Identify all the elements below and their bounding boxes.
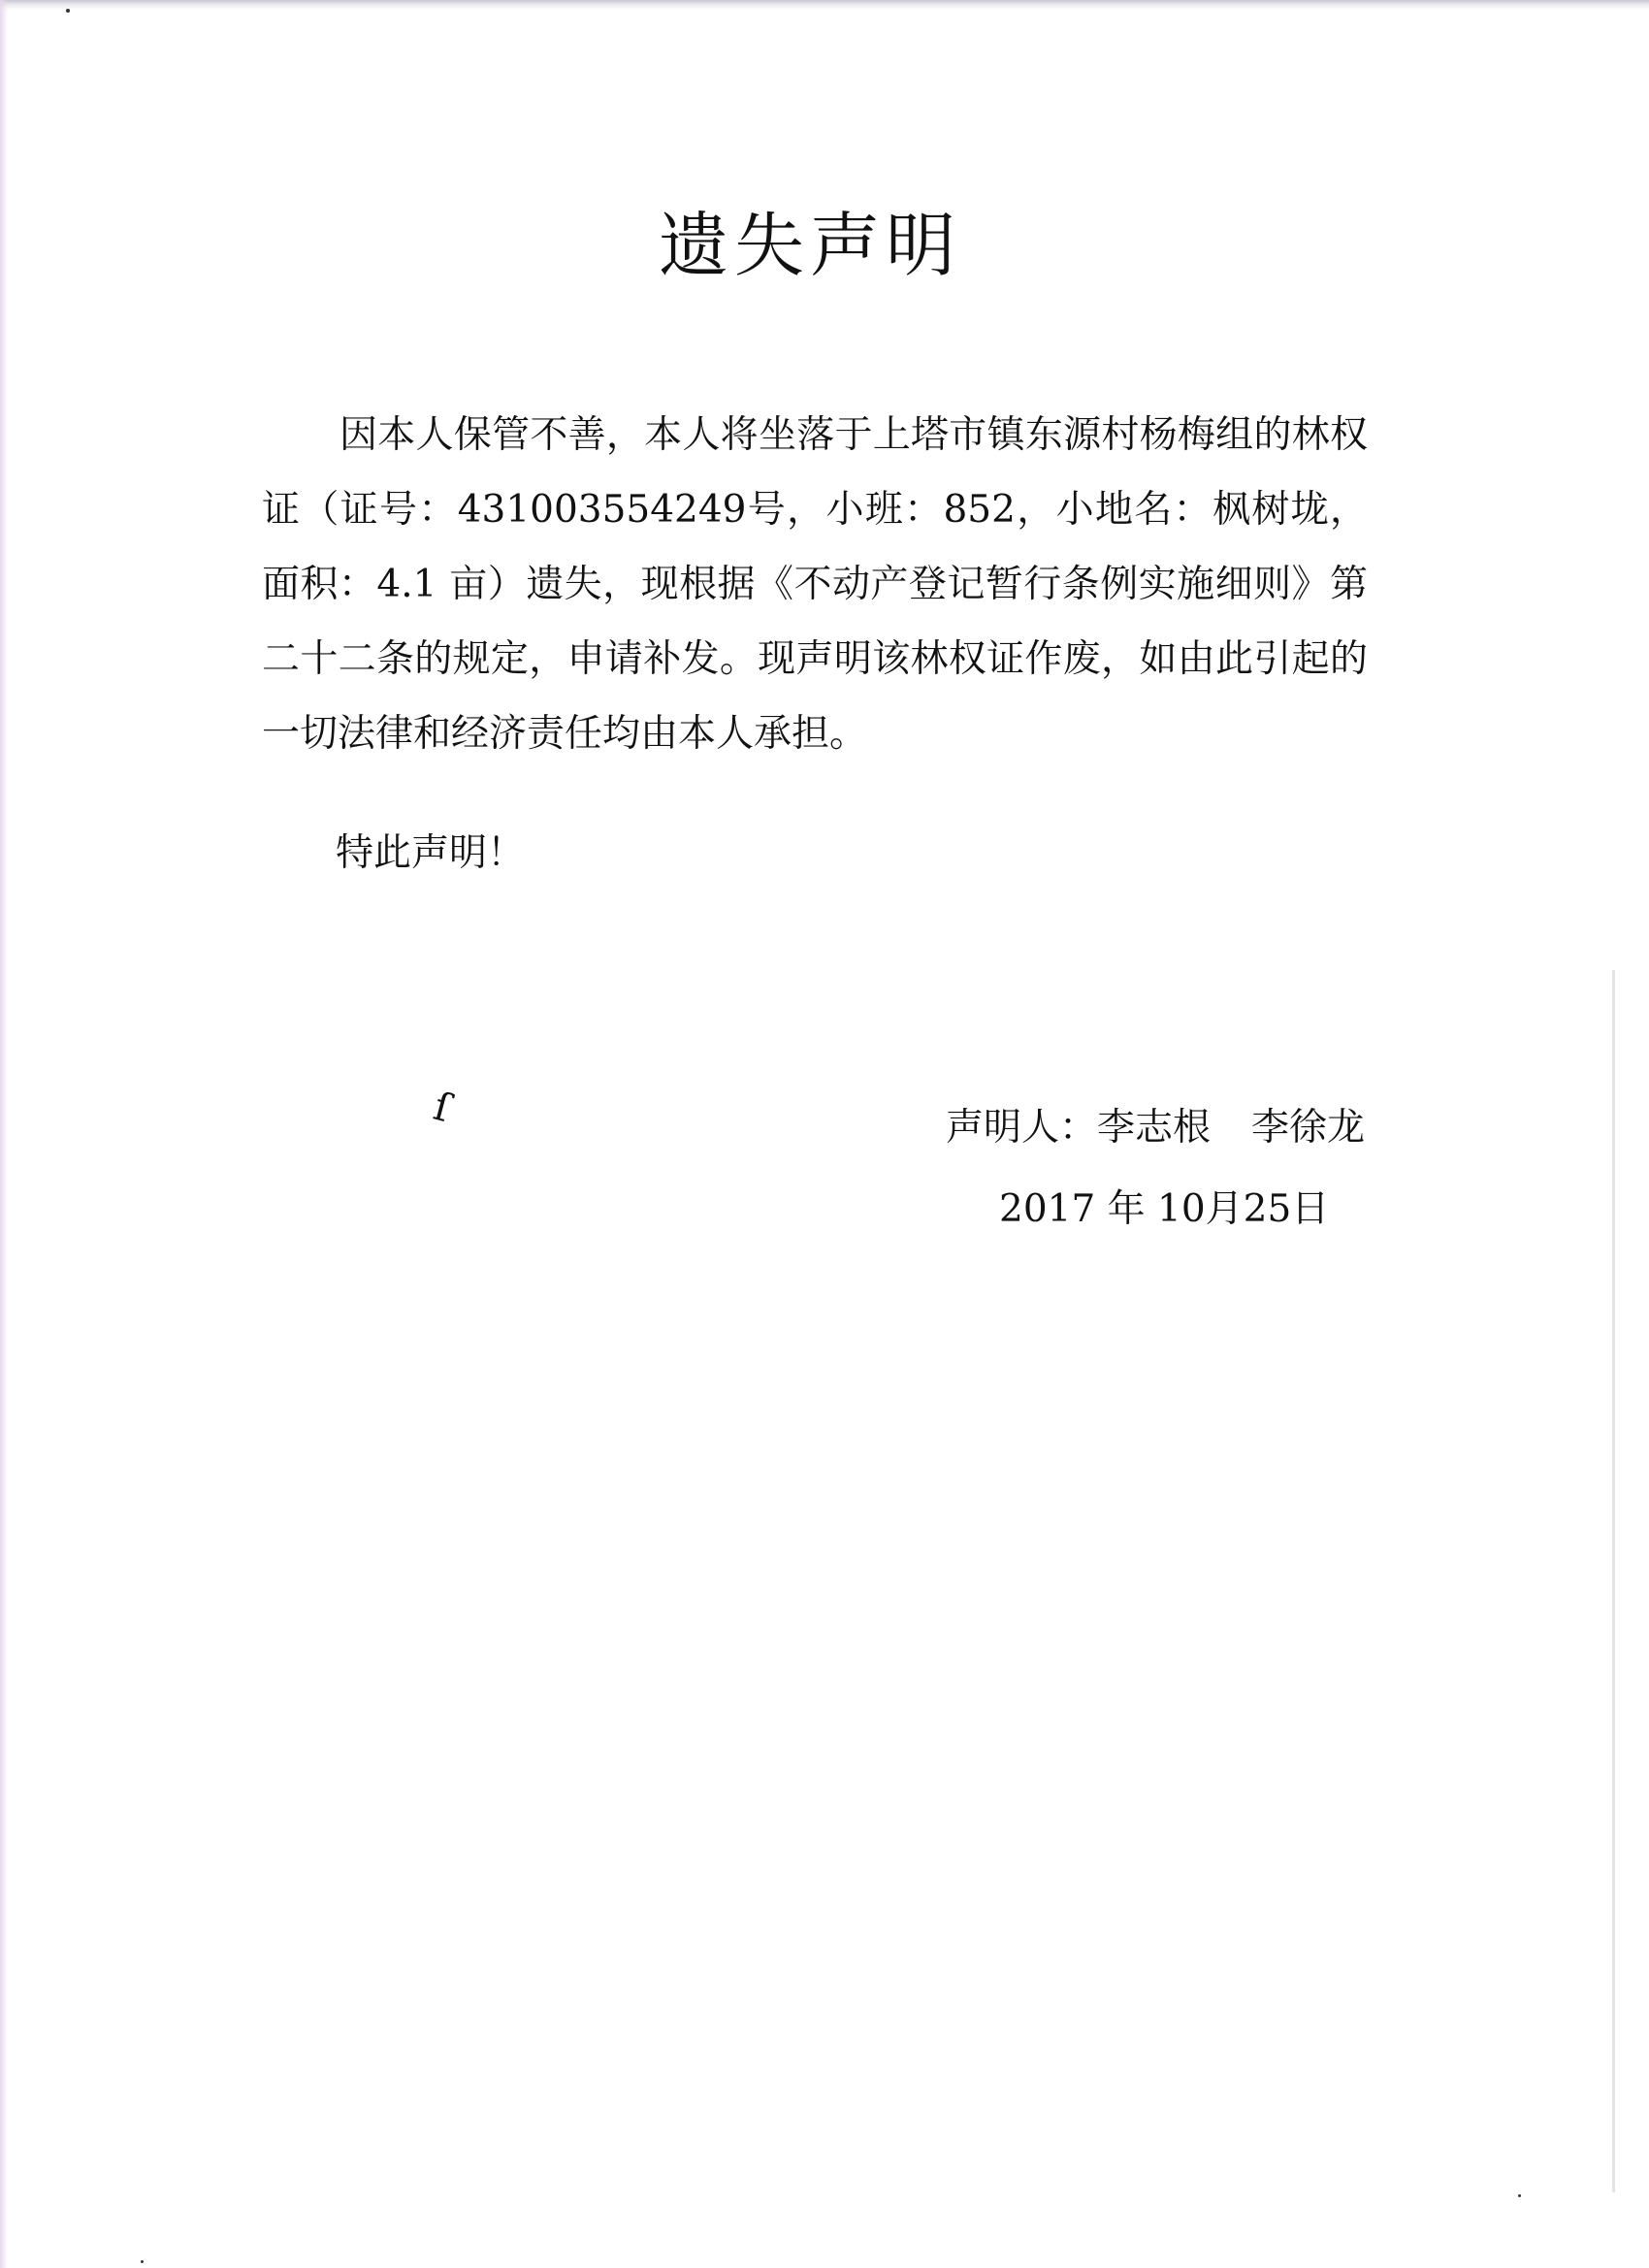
signature-line [946,1094,1365,1162]
scan-speck [1518,2194,1521,2197]
scan-edge-left [0,0,8,2268]
closing-statement: 特此声明！ [336,831,526,875]
scan-edge-top [0,0,1649,10]
scan-shadow-right [1612,970,1615,2192]
scan-speck [66,9,70,13]
declaration-body: 因本人保管不善，本人将坐落于上塔市镇东源村杨梅组的林权证（证号：431003554249号，小班：852，小地名：枫树垅，面积：4.1 亩）遗失，现根据《不动产登记暂行条例实施细则》第二十二条的规定，申请补发。现声明该林权证作废，如由此引起的一切法律和经济责任均由本人承担。 [262,413,1368,756]
declaration-date: 2017 年 10月25日 [999,1187,1330,1231]
signature-label: 声明人： [946,1106,1098,1150]
signer-name: 李徐龙 [1251,1106,1366,1150]
scan-speck [141,2260,144,2263]
page-title: 遗失声明 [658,205,961,286]
stray-pen-mark: ſ [429,1084,455,1132]
signer-name: 李志根 [1097,1106,1212,1150]
